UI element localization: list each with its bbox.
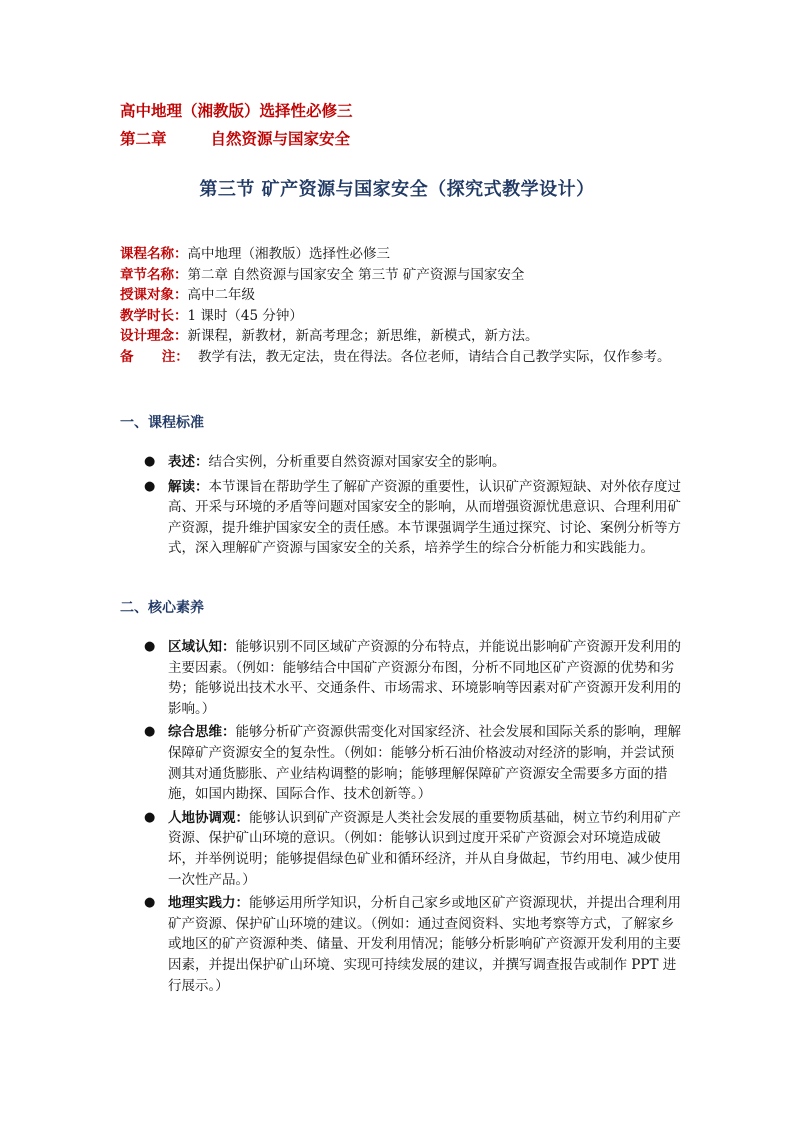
item-key: 人地协调观： — [168, 809, 249, 826]
info-value: 高中地理（湘教版）选择性必修三 — [187, 246, 390, 262]
info-row-concept — [120, 326, 690, 347]
item-text: 能够识别不同区域矿产资源的分布特点，并能说出影响矿产资源开发利用的主要因素。（例如：能够结合中国矿产资源分布图，分析不同地区矿产资源的优势和劣势；能够说出技术水平、交通条件、市场需求、环境影响等因素对矿产资源开发利用的影响。） — [168, 639, 681, 717]
item-key: 综合思维： — [168, 724, 236, 741]
bullet-icon: ● — [144, 895, 156, 911]
item-key: 区域认知： — [168, 639, 236, 655]
bullet-icon: ● — [144, 809, 156, 825]
info-value: 高中二年级 — [187, 287, 255, 304]
info-label: 课程名称： — [120, 246, 188, 262]
section-heading-standards: 一、课程标准 — [120, 415, 204, 431]
list-item — [144, 637, 684, 719]
item-text: 能够分析矿产资源供需变化对国家经济、社会发展和国际关系的影响，理解保障矿产资源安全的复杂性。（例如：能够分析石油价格波动对经济的影响，并尝试预测其对通货膨胀、产业结构调整的影响；能够理解保障矿产资源安全需要多方面的措施，如国内勘探、国际合作、技术创新等。） — [168, 724, 681, 803]
item-text: 结合实例，分析重要自然资源对国家安全的影响。 — [208, 454, 506, 470]
info-label: 设计理念： — [120, 328, 188, 345]
info-label: 备 注： — [120, 348, 189, 365]
list-item — [144, 722, 684, 804]
course-header: 高中地理（湘教版）选择性必修三 — [120, 101, 353, 120]
info-label: 章节名称： — [120, 266, 188, 283]
item-text: 能够认识到矿产资源是人类社会发展的重要物质基础，树立节约利用矿产资源、保护矿山环境的意识。（例如：能够认识到过度开采矿产资源会对环境造成破坏，并举例说明；能够提倡绿色矿业和循环经济，并从自身做起，节约用电、减少使用一次性产品。） — [168, 809, 681, 888]
list-item — [144, 808, 684, 890]
item-text: 本节课旨在帮助学生了解矿产资源的重要性，认识矿产资源短缺、对外依存度过高、开采与环境的矛盾等问题对国家安全的影响，从而增强资源忧患意识、合理利用矿产资源，提升维护国家安全的责任感。本节课强调学生通过探究、讨论、案例分析等方式，深入理解矿产资源与国家安全的关系，培养学生的综合分析能力和实践能力。 — [168, 478, 681, 557]
chapter-header — [120, 128, 350, 150]
info-value: 1 课时（45 分钟） — [187, 307, 303, 324]
section-heading-competencies: 二、核心素养 — [120, 600, 204, 616]
list-item — [144, 452, 684, 473]
chapter-number: 第二章 — [120, 129, 167, 148]
item-key: 表述： — [168, 454, 209, 470]
info-label: 授课对象： — [120, 287, 188, 304]
list-item — [144, 477, 684, 559]
bullet-icon: ● — [144, 724, 156, 740]
bullet-icon: ● — [144, 639, 156, 654]
info-value: 教学有法，教无定法，贵在得法。各位老师，请结合自己教学实际，仅作参考。 — [198, 348, 671, 365]
item-key: 地理实践力： — [168, 895, 249, 912]
competencies-list — [144, 637, 684, 996]
item-text: 能够运用所学知识，分析自己家乡或地区矿产资源现状，并提出合理利用矿产资源、保护矿山环境的建议。（例如：通过查阅资料、实地考察等方式，了解家乡或地区的矿产资源种类、储量、开发利用情况；能够分析影响矿产资源开发利用的主要因素，并提出保护矿山环境、实现可持续发展的建议，并撰写调查报告或制作 PPT 进行展示。） — [168, 895, 681, 994]
info-row-note — [120, 347, 690, 368]
standards-list — [144, 452, 684, 559]
info-value: 第二章 自然资源与国家安全 第三节 矿产资源与国家安全 — [187, 266, 525, 283]
chapter-title: 自然资源与国家安全 — [210, 129, 351, 148]
page-title: 第三节 矿产资源与国家安全（探究式教学设计） — [199, 179, 595, 200]
info-row-chapter — [120, 265, 690, 286]
info-row-course-name — [120, 244, 690, 265]
info-row-audience — [120, 285, 690, 306]
bullet-icon: ● — [144, 454, 156, 469]
list-item — [144, 893, 684, 996]
bullet-icon: ● — [144, 478, 156, 494]
info-value: 新课程，新教材，新高考理念；新思维，新模式，新方法。 — [187, 328, 539, 345]
course-info — [120, 244, 690, 368]
item-key: 解读： — [168, 478, 209, 495]
info-row-duration — [120, 306, 690, 327]
info-label: 教学时长： — [120, 307, 188, 324]
